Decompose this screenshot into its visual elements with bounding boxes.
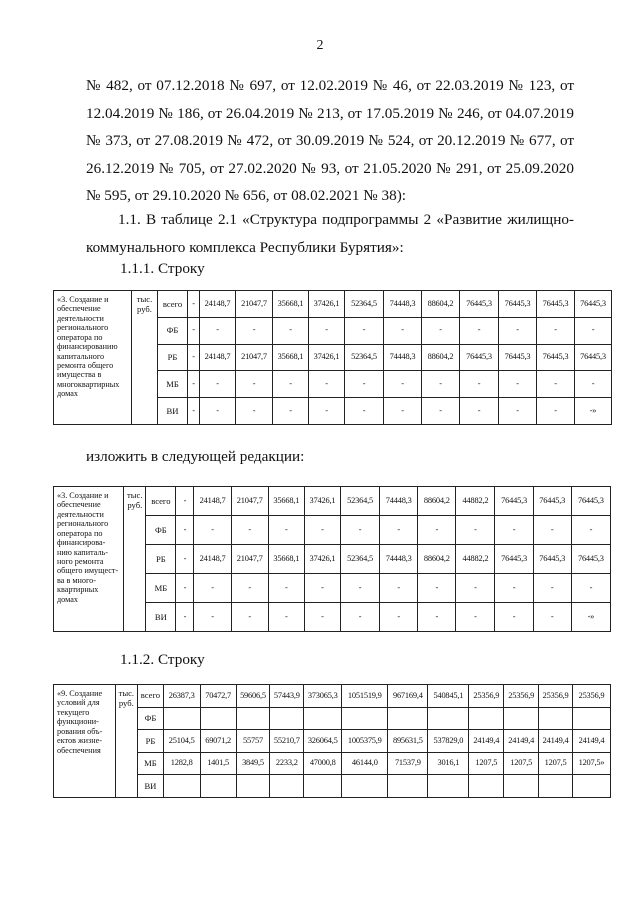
value-cell: -	[499, 371, 537, 398]
value-cell: 21047,7	[236, 291, 273, 318]
value-cell: 1207,5»	[572, 752, 610, 775]
value-cell: -	[309, 317, 345, 344]
value-cell	[304, 707, 342, 730]
value-cell	[200, 775, 236, 798]
value-cell: 1207,5	[469, 752, 504, 775]
value-cell: 21047,7	[231, 487, 268, 516]
value-cell: -	[418, 515, 456, 544]
value-cell: -	[537, 317, 575, 344]
value-cell: 37426,1	[309, 291, 345, 318]
measure-name-cell: «3. Создание и обеспечение деятельности регионального оператора по финансирова-нию капиталь-ного ремонта общего имущест-ва в много-квартирных домах	[54, 487, 124, 632]
value-cell: 24148,7	[200, 291, 236, 318]
table-row-9-old	[53, 684, 611, 798]
page-number: 2	[316, 38, 324, 53]
value-cell: 76445,3	[575, 344, 612, 371]
value-cell: -	[188, 371, 200, 398]
value-cell: -	[231, 602, 268, 631]
value-cell: 24149,4	[539, 730, 573, 753]
value-cell: 88604,2	[422, 291, 460, 318]
value-cell: 35668,1	[268, 544, 304, 573]
value-cell: -	[499, 398, 537, 425]
intro-paragraph	[86, 72, 574, 210]
value-cell: -	[273, 398, 309, 425]
value-cell: 52364,5	[340, 487, 379, 516]
table-row-3-old	[53, 290, 612, 425]
value-cell: 37426,1	[304, 544, 340, 573]
value-cell: 74448,3	[384, 344, 422, 371]
value-cell: -	[200, 371, 236, 398]
value-cell: -	[418, 573, 456, 602]
value-cell: -	[345, 371, 384, 398]
value-cell: -»	[575, 398, 612, 425]
value-cell: 88604,2	[422, 344, 460, 371]
intro-line: № 595, от 29.10.2020 № 656, от 08.02.2021 № 38):	[86, 187, 407, 204]
intro-line: № 373, от 27.08.2019 № 472, от 30.09.2019 № 524, от 20.12.2019 № 677, от	[86, 132, 574, 149]
value-cell: -	[200, 317, 236, 344]
value-cell	[270, 775, 304, 798]
value-cell: -	[268, 515, 304, 544]
intro-line: № 482, от 07.12.2018 № 697, от 12.02.2019 № 46, от 22.03.2019 № 123, от	[86, 77, 574, 94]
value-cell: 540845,1	[428, 685, 469, 708]
value-cell: 76445,3	[495, 544, 533, 573]
value-cell: -	[176, 515, 194, 544]
value-cell: -	[460, 398, 499, 425]
value-cell: 1207,5	[539, 752, 573, 775]
value-cell: 25356,9	[469, 685, 504, 708]
value-cell: -	[456, 602, 495, 631]
value-cell: -	[188, 317, 200, 344]
table-row	[54, 730, 611, 753]
value-cell: 373065,3	[304, 685, 342, 708]
value-cell: 25356,9	[539, 685, 573, 708]
replace-instruction: изложить в следующей редакции:	[86, 448, 305, 465]
value-cell: -	[176, 544, 194, 573]
value-cell: -»	[571, 602, 610, 631]
unit-cell: тыс. руб.	[115, 685, 138, 798]
value-cell: 46144,0	[342, 752, 388, 775]
value-cell: -	[188, 291, 200, 318]
unit-cell: тыс. руб.	[124, 487, 146, 632]
value-cell: -	[304, 602, 340, 631]
value-cell: -	[340, 602, 379, 631]
value-cell: 76445,3	[495, 487, 533, 516]
value-cell	[572, 775, 610, 798]
value-cell: -	[200, 398, 236, 425]
value-cell	[572, 707, 610, 730]
value-cell: 57443,9	[270, 685, 304, 708]
value-cell	[236, 707, 270, 730]
value-cell: 3016,1	[428, 752, 469, 775]
value-cell: 37426,1	[304, 487, 340, 516]
value-cell: -	[422, 371, 460, 398]
value-cell: 76445,3	[571, 544, 610, 573]
value-cell: -	[537, 398, 575, 425]
value-cell: 47000,8	[304, 752, 342, 775]
value-cell: 52364,5	[345, 291, 384, 318]
value-cell: 24148,7	[194, 487, 231, 516]
table-row	[54, 707, 611, 730]
value-cell: 76445,3	[460, 344, 499, 371]
value-cell: -	[236, 398, 273, 425]
value-cell: 1207,5	[504, 752, 539, 775]
table-row	[54, 752, 611, 775]
value-cell: -	[533, 573, 571, 602]
value-cell	[342, 775, 388, 798]
value-cell: 71537,9	[388, 752, 428, 775]
value-cell: 37426,1	[309, 344, 345, 371]
table-row	[54, 775, 611, 798]
value-cell	[236, 775, 270, 798]
value-cell: 1282,8	[163, 752, 200, 775]
value-cell	[428, 775, 469, 798]
value-cell	[270, 707, 304, 730]
value-cell: 24149,4	[469, 730, 504, 753]
value-cell	[469, 707, 504, 730]
value-cell: 25104,5	[163, 730, 200, 753]
value-cell: 74448,3	[380, 487, 418, 516]
value-cell: -	[456, 515, 495, 544]
value-cell: -	[188, 398, 200, 425]
value-cell: -	[499, 317, 537, 344]
funding-source-cell: МБ	[138, 752, 164, 775]
value-cell: -	[422, 317, 460, 344]
table-row	[54, 291, 612, 318]
intro-line: 26.12.2019 № 705, от 27.02.2020 № 93, от 21.05.2020 № 291, от 25.09.2020	[86, 159, 574, 177]
value-cell: -	[418, 602, 456, 631]
value-cell: 76445,3	[533, 544, 571, 573]
value-cell: -	[533, 515, 571, 544]
value-cell: 44882,2	[456, 544, 495, 573]
value-cell: 70472,7	[200, 685, 236, 708]
funding-source-cell: ФБ	[158, 317, 188, 344]
value-cell: -	[456, 573, 495, 602]
value-cell	[163, 775, 200, 798]
unit-cell: тыс. руб.	[132, 291, 158, 425]
value-cell: 1051519,9	[342, 685, 388, 708]
value-cell: 76445,3	[499, 344, 537, 371]
value-cell: 69071,2	[200, 730, 236, 753]
value-cell: -	[384, 317, 422, 344]
value-cell: -	[236, 317, 273, 344]
value-cell: 76445,3	[533, 487, 571, 516]
value-cell: -	[340, 515, 379, 544]
value-cell: 25356,9	[504, 685, 539, 708]
funding-source-cell: РБ	[158, 344, 188, 371]
value-cell: -	[537, 371, 575, 398]
value-cell: -	[495, 515, 533, 544]
value-cell	[388, 775, 428, 798]
value-cell: -	[495, 602, 533, 631]
value-cell: -	[460, 317, 499, 344]
value-cell: -	[345, 398, 384, 425]
value-cell: 24149,4	[572, 730, 610, 753]
value-cell	[504, 707, 539, 730]
item-1-1-1-heading: 1.1.1. Строку	[120, 260, 205, 277]
value-cell	[304, 775, 342, 798]
item-1-1-paragraph	[86, 206, 574, 261]
value-cell: 52364,5	[345, 344, 384, 371]
value-cell: -	[380, 602, 418, 631]
value-cell: -	[309, 371, 345, 398]
value-cell	[539, 775, 573, 798]
value-cell: -	[194, 515, 231, 544]
value-cell: 25356,9	[572, 685, 610, 708]
funding-source-cell: МБ	[158, 371, 188, 398]
value-cell: -	[422, 398, 460, 425]
item-1-1-2-heading: 1.1.2. Строку	[120, 651, 205, 668]
value-cell: -	[533, 602, 571, 631]
value-cell: -	[460, 371, 499, 398]
value-cell: -	[304, 515, 340, 544]
intro-line: 12.04.2019 № 186, от 26.04.2019 № 213, от 17.05.2019 № 246, от 04.07.2019	[86, 104, 574, 122]
value-cell: -	[236, 371, 273, 398]
value-cell: 537829,0	[428, 730, 469, 753]
value-cell: 35668,1	[268, 487, 304, 516]
value-cell: 55210,7	[270, 730, 304, 753]
value-cell: 24149,4	[504, 730, 539, 753]
value-cell: -	[176, 487, 194, 516]
value-cell	[200, 707, 236, 730]
value-cell: 59606,5	[236, 685, 270, 708]
value-cell: 74448,3	[380, 544, 418, 573]
value-cell: -	[575, 317, 612, 344]
value-cell: -	[194, 573, 231, 602]
measure-name-cell: «9. Создание условий для текущего функциони-рования объ-ектов жизне-обеспечения	[54, 685, 116, 798]
value-cell	[504, 775, 539, 798]
item-1-1-line: 1.1. В таблице 2.1 «Структура подпрограммы 2 «Развитие жилищно-	[118, 211, 574, 228]
value-cell: 24148,7	[200, 344, 236, 371]
item-1-1-line: коммунального комплекса Республики Бурятия»:	[86, 238, 404, 256]
funding-source-cell: всего	[138, 685, 164, 708]
value-cell: -	[176, 602, 194, 631]
value-cell: -	[194, 602, 231, 631]
value-cell: 967169,4	[388, 685, 428, 708]
value-cell: -	[495, 573, 533, 602]
value-cell: 35668,1	[273, 291, 309, 318]
value-cell: 326064,5	[304, 730, 342, 753]
value-cell: 24148,7	[194, 544, 231, 573]
funding-source-cell: всего	[158, 291, 188, 318]
value-cell: -	[188, 344, 200, 371]
value-cell: -	[304, 573, 340, 602]
value-cell: 74448,3	[384, 291, 422, 318]
value-cell: -	[384, 398, 422, 425]
table-row	[54, 487, 611, 516]
value-cell: 21047,7	[236, 344, 273, 371]
value-cell: 52364,5	[340, 544, 379, 573]
value-cell: -	[380, 573, 418, 602]
value-cell: -	[273, 317, 309, 344]
value-cell: 76445,3	[460, 291, 499, 318]
value-cell: 88604,2	[418, 487, 456, 516]
value-cell: 2233,2	[270, 752, 304, 775]
value-cell: -	[268, 602, 304, 631]
value-cell: -	[231, 515, 268, 544]
value-cell: -	[340, 573, 379, 602]
table-row	[54, 685, 611, 708]
value-cell: 3849,5	[236, 752, 270, 775]
value-cell: -	[176, 573, 194, 602]
value-cell: -	[268, 573, 304, 602]
value-cell: 26387,3	[163, 685, 200, 708]
value-cell: 76445,3	[537, 291, 575, 318]
funding-source-cell: ВИ	[158, 398, 188, 425]
value-cell	[539, 707, 573, 730]
funding-source-cell: ВИ	[138, 775, 164, 798]
value-cell: 88604,2	[418, 544, 456, 573]
value-cell: -	[384, 371, 422, 398]
measure-name-cell: «3. Создание и обеспечение деятельности регионального оператора по финансированию капитального ремонта общего имущества в многоквартирных домах	[54, 291, 132, 425]
funding-source-cell: РБ	[146, 544, 176, 573]
value-cell: 76445,3	[499, 291, 537, 318]
value-cell: 44882,2	[456, 487, 495, 516]
value-cell: -	[571, 515, 610, 544]
value-cell	[428, 707, 469, 730]
funding-source-cell: ФБ	[138, 707, 164, 730]
value-cell: -	[273, 371, 309, 398]
funding-source-cell: ФБ	[146, 515, 176, 544]
value-cell	[163, 707, 200, 730]
value-cell: 1005375,9	[342, 730, 388, 753]
funding-source-cell: ВИ	[146, 602, 176, 631]
value-cell: -	[231, 573, 268, 602]
value-cell: -	[380, 515, 418, 544]
value-cell: 55757	[236, 730, 270, 753]
value-cell: -	[575, 371, 612, 398]
value-cell: 21047,7	[231, 544, 268, 573]
table-row-3-new	[53, 486, 611, 632]
value-cell	[469, 775, 504, 798]
value-cell: 76445,3	[571, 487, 610, 516]
funding-source-cell: всего	[146, 487, 176, 516]
funding-source-cell: МБ	[146, 573, 176, 602]
value-cell: 1401,5	[200, 752, 236, 775]
value-cell	[342, 707, 388, 730]
value-cell: 35668,1	[273, 344, 309, 371]
value-cell: -	[309, 398, 345, 425]
value-cell: 895631,5	[388, 730, 428, 753]
value-cell: 76445,3	[537, 344, 575, 371]
value-cell: -	[345, 317, 384, 344]
funding-source-cell: РБ	[138, 730, 164, 753]
value-cell: 76445,3	[575, 291, 612, 318]
value-cell: -	[571, 573, 610, 602]
value-cell	[388, 707, 428, 730]
